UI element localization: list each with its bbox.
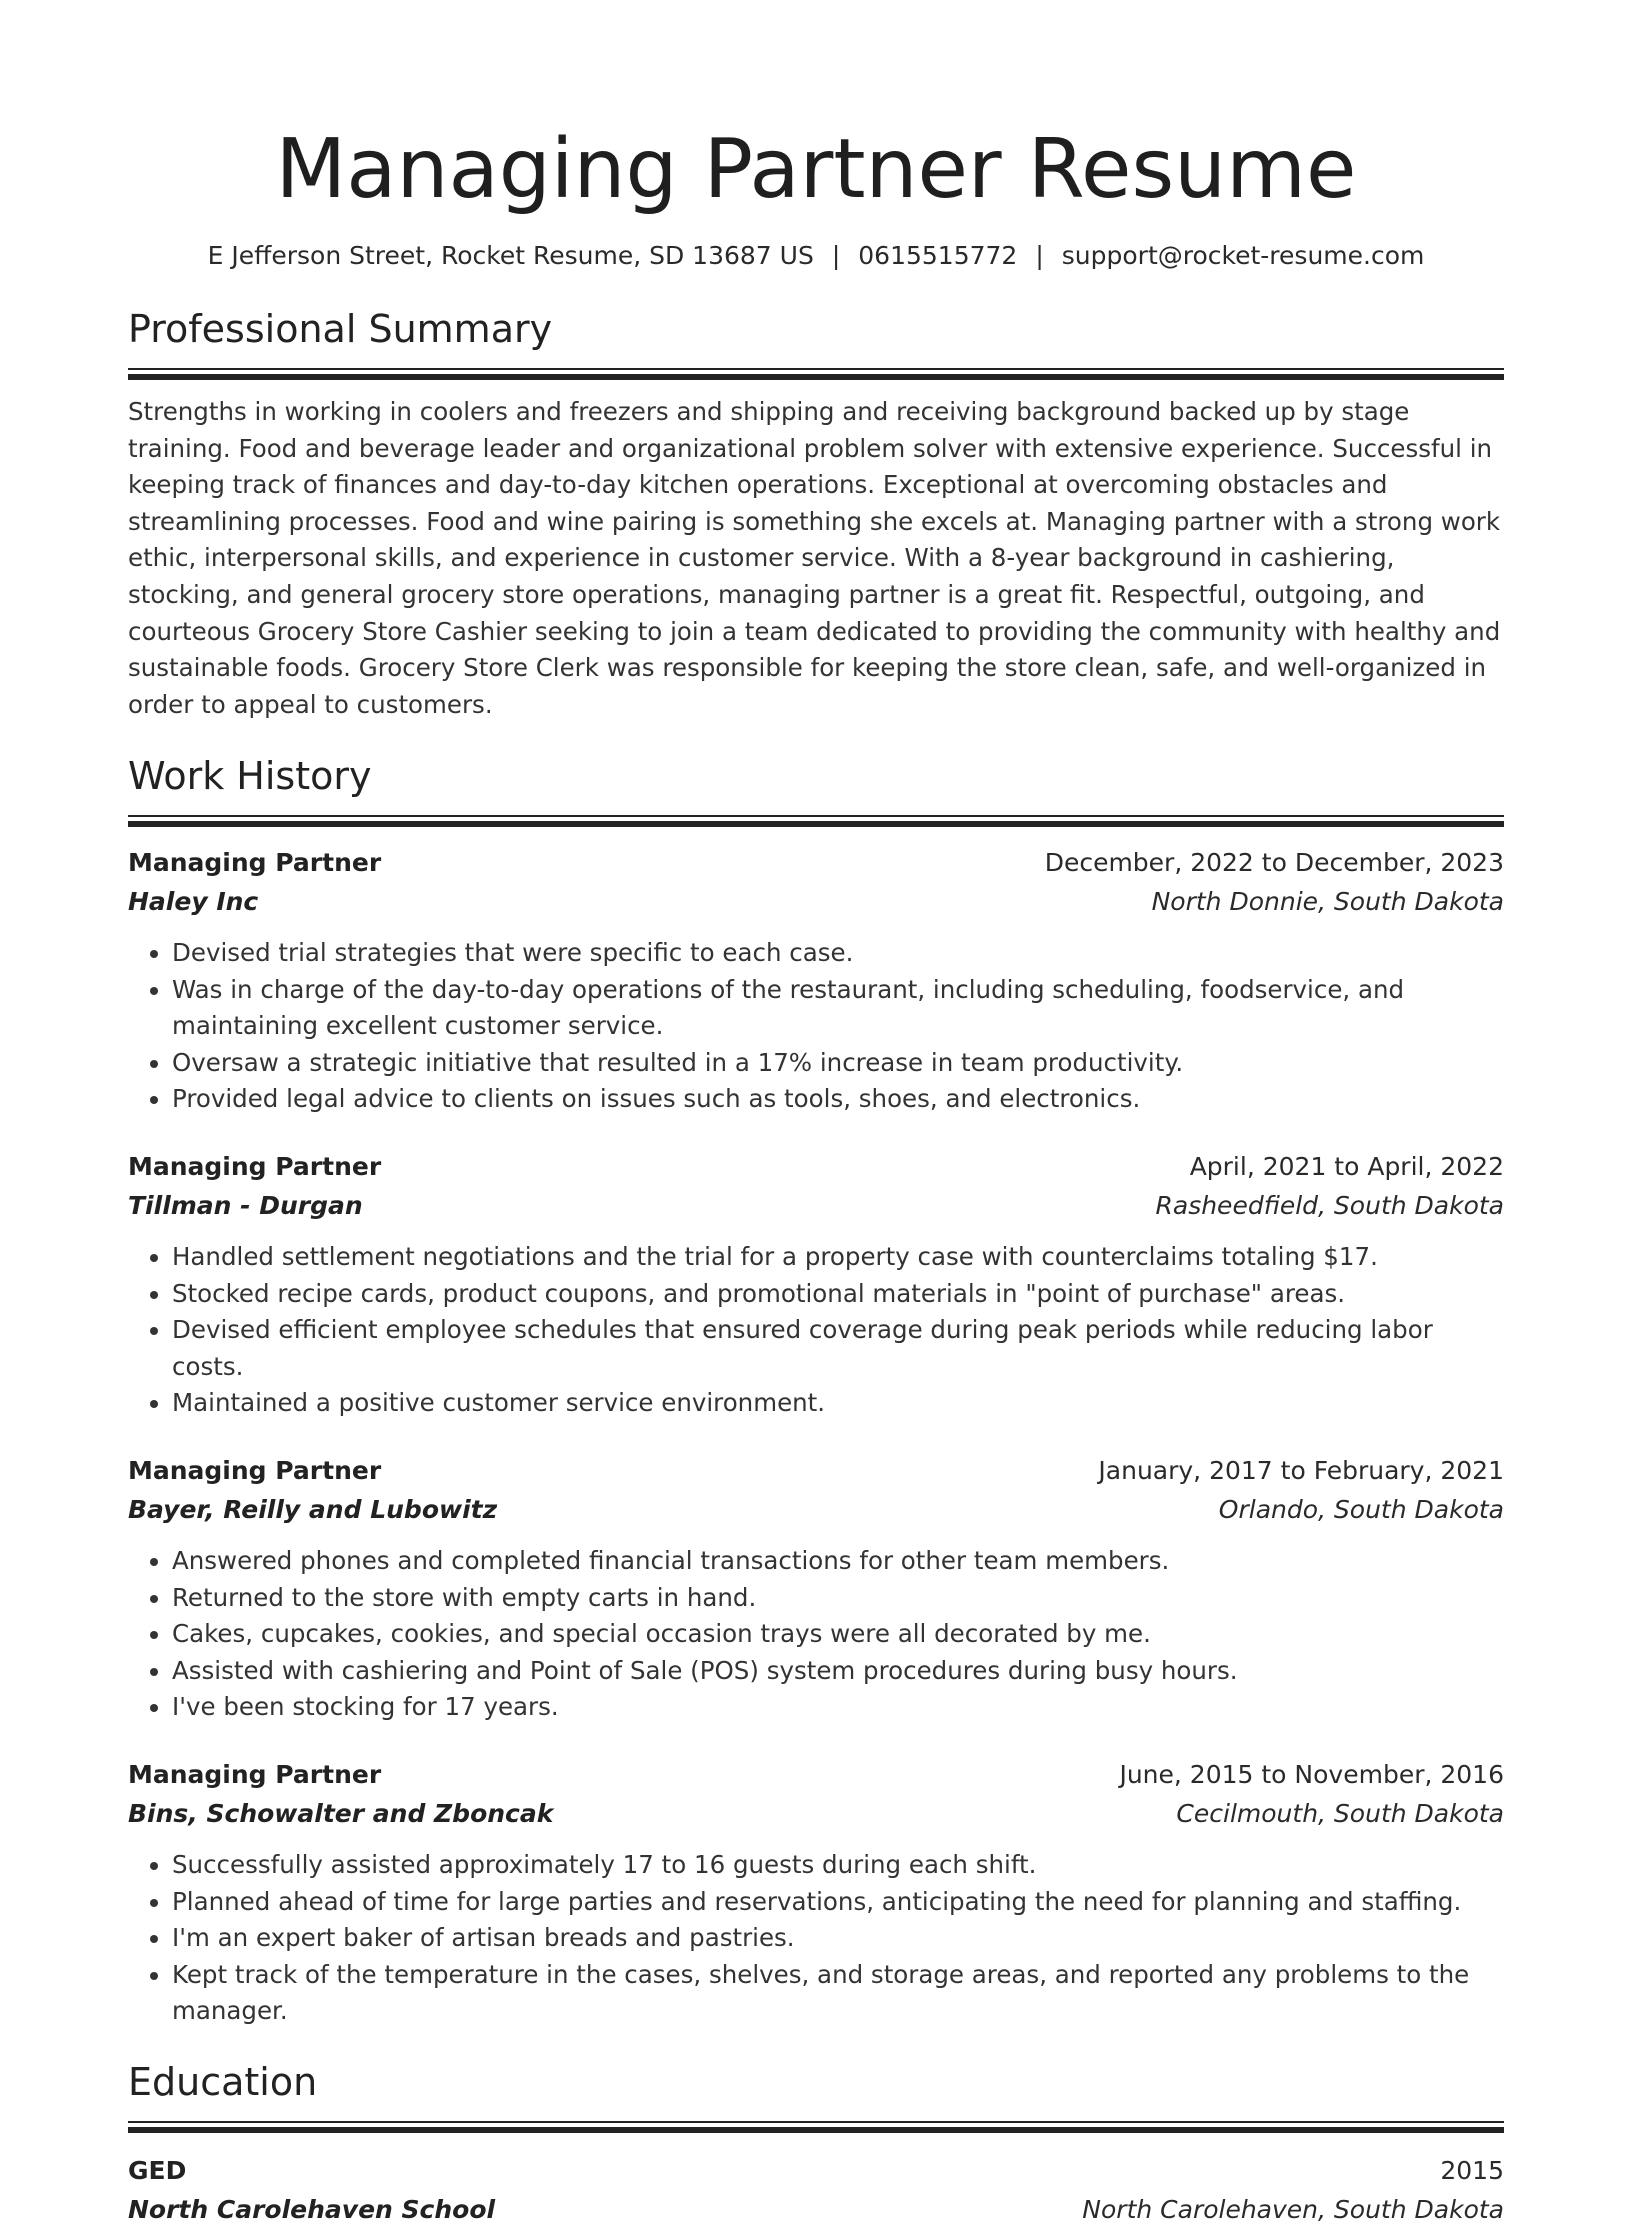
education-year: 2015 xyxy=(1440,2156,1504,2186)
job-dates: June, 2015 to November, 2016 xyxy=(1119,1760,1504,1790)
contact-address: E Jefferson Street, Rocket Resume, SD 13687 US xyxy=(207,241,814,270)
job-bullet: • I've been stocking for 17 years. xyxy=(172,1689,1504,1725)
contact-separator: | xyxy=(831,241,841,270)
contact-phone: 0615515772 xyxy=(858,241,1018,270)
job-title: Managing Partner xyxy=(128,1456,382,1486)
contact-email: support@rocket-resume.com xyxy=(1061,241,1425,270)
contact-line xyxy=(128,238,1504,274)
job-bullets xyxy=(128,1847,1504,2029)
summary-section xyxy=(128,304,1504,723)
job-company: Bayer, Reilly and Lubowitz xyxy=(128,1495,498,1525)
job-location: Rasheedfield, South Dakota xyxy=(1155,1191,1504,1221)
job-bullet: • I'm an expert baker of artisan breads and pastries. xyxy=(172,1920,1504,1956)
job-title: Managing Partner xyxy=(128,1760,382,1790)
summary-text: Strengths in working in coolers and freezers and shipping and receiving background backed up by stage training. Food and beverage leader and organizational problem solver with extensive experience. Successful in keeping track of finances and day-to-day kitchen operations. Exceptional at overcoming obstacles and streamlining processes. Food and wine pairing is something she excels at. Managing partner with a strong work ethic, interpersonal skills, and experience in customer service. With a 8-year background in cashiering, stocking, and general grocery store operations, managing partner is a great fit. Respectful, outgoing, and courteous Grocery Store Cashier seeking to join a team dedicated to providing the community with healthy and sustainable foods. Grocery Store Clerk was responsible for keeping the store clean, safe, and well-organized in order to appeal to customers. xyxy=(128,397,1501,719)
section-heading-education: Education xyxy=(128,2060,318,2105)
job-dates: December, 2022 to December, 2023 xyxy=(1044,848,1504,878)
job-location: Cecilmouth, South Dakota xyxy=(1176,1799,1504,1829)
job-bullet: • Devised trial strategies that were specific to each case. xyxy=(172,935,1504,971)
job-dates: January, 2017 to February, 2021 xyxy=(1098,1456,1504,1486)
education-section xyxy=(128,2057,1504,2229)
job-title: Managing Partner xyxy=(128,1152,382,1182)
education-degree: GED xyxy=(128,2156,187,2186)
job-entry xyxy=(128,843,1504,1117)
section-heading-summary: Professional Summary xyxy=(128,307,553,351)
job-bullet: • Stocked recipe cards, product coupons, and promotional materials in "point of purchase" areas. xyxy=(172,1276,1504,1312)
job-bullet: • Devised efficient employee schedules that ensured coverage during peak periods while reducing labor costs. xyxy=(172,1312,1504,1385)
education-location: North Carolehaven, South Dakota xyxy=(1082,2195,1504,2225)
job-bullet: • Returned to the store with empty carts in hand. xyxy=(172,1580,1504,1616)
job-bullet: • Assisted with cashiering and Point of Sale (POS) system procedures during busy hours. xyxy=(172,1653,1504,1689)
job-entry xyxy=(128,1755,1504,2029)
section-divider xyxy=(128,368,1504,380)
contact-separator: | xyxy=(1035,241,1044,270)
job-entry xyxy=(128,1147,1504,1421)
job-bullets xyxy=(128,935,1504,1117)
education-school: North Carolehaven School xyxy=(128,2195,496,2225)
job-bullet: • Planned ahead of time for large parties and reservations, anticipating the need for planning and staffing. xyxy=(172,1884,1504,1920)
job-bullet: • Provided legal advice to clients on issues such as tools, shoes, and electronics. xyxy=(172,1081,1504,1117)
section-divider xyxy=(128,2121,1504,2133)
job-bullet: • Kept track of the temperature in the cases, shelves, and storage areas, and reported any problems to the manager. xyxy=(172,1957,1504,2030)
job-title: Managing Partner xyxy=(128,848,382,878)
job-bullet: • Maintained a positive customer service environment. xyxy=(172,1385,1504,1421)
job-dates: April, 2021 to April, 2022 xyxy=(1189,1152,1504,1182)
job-entry xyxy=(128,1451,1504,1725)
section-heading-work-history: Work History xyxy=(128,754,372,799)
job-bullet: • Was in charge of the day-to-day operations of the restaurant, including scheduling, foodservice, and maintaining excellent customer service. xyxy=(172,972,1504,1045)
resume-title: Managing Partner Resume xyxy=(275,122,1357,217)
job-bullet: • Handled settlement negotiations and the trial for a property case with counterclaims totaling $17. xyxy=(172,1239,1504,1275)
section-divider xyxy=(128,815,1504,827)
job-bullets xyxy=(128,1239,1504,1421)
job-bullet: • Answered phones and completed financial transactions for other team members. xyxy=(172,1543,1504,1579)
job-bullets xyxy=(128,1543,1504,1725)
job-company: Bins, Schowalter and Zboncak xyxy=(128,1799,554,1829)
education-entry xyxy=(128,2151,1504,2229)
job-company: Tillman - Durgan xyxy=(128,1191,363,1221)
job-location: North Donnie, South Dakota xyxy=(1151,887,1504,917)
job-bullet: • Oversaw a strategic initiative that resulted in a 17% increase in team productivity. xyxy=(172,1045,1504,1081)
job-bullet: • Successfully assisted approximately 17 to 16 guests during each shift. xyxy=(172,1847,1504,1883)
work-history-section xyxy=(128,751,1504,2029)
resume-page xyxy=(128,0,1504,2229)
job-company: Haley Inc xyxy=(128,887,259,917)
job-bullet: • Cakes, cupcakes, cookies, and special occasion trays were all decorated by me. xyxy=(172,1616,1504,1652)
job-location: Orlando, South Dakota xyxy=(1218,1495,1504,1525)
